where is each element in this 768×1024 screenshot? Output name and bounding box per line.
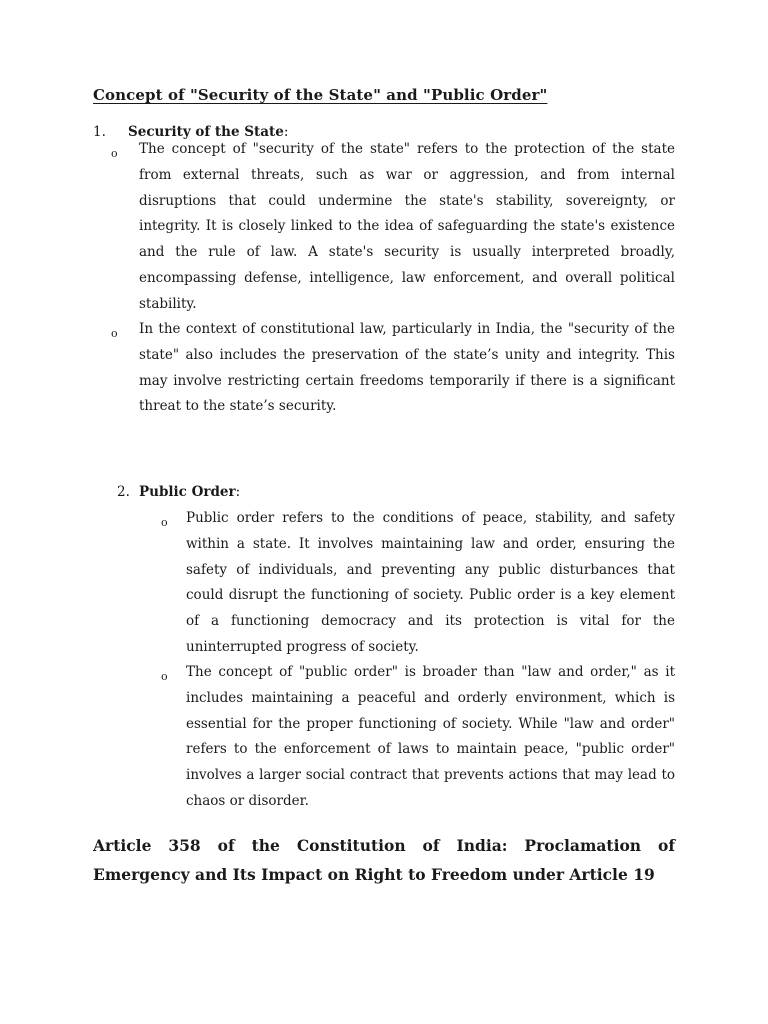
bullet-marker: o	[111, 147, 118, 160]
section-number: 2.	[117, 484, 130, 500]
list-item-paragraph: In the context of constitutional law, particularly in India, the "security of the state" also includes the preservation of the state’s unity and integrity. This may involve restricting certain freedoms temporarily if there is a significant threat to the state’s security.	[139, 321, 675, 415]
section-number: 1.	[93, 124, 106, 140]
bullet-marker: o	[111, 327, 118, 340]
bullet-marker: o	[161, 516, 168, 529]
article-heading-line1: Article 358 of the Constitution of India: Proclamation of	[93, 836, 675, 855]
section-colon: :	[235, 484, 241, 500]
list-item-paragraph: Public order refers to the conditions of peace, stability, and safety within a state. It involves maintaining law and order, ensuring the safety of individuals, and preventing any public disturbances that could disrupt the functioning of society. Public order is a key element of a functioning democracy and its protection is vital for the uninterrupted progress of society.	[186, 510, 675, 655]
article-heading	[93, 831, 675, 889]
section-heading-public-order	[117, 484, 240, 500]
section-label: Security of the State	[128, 124, 284, 140]
page-title: Concept of "Security of the State" and "Public Order"	[93, 86, 548, 104]
bullet-marker: o	[161, 670, 168, 683]
list-item-paragraph: The concept of "public order" is broader than "law and order," as it includes maintaining a peaceful and orderly environment, which is essential for the proper functioning of society. While "law and order" refers to the enforcement of laws to maintain peace, "public order" involves a larger social contract that prevents actions that may lead to chaos or disorder.	[186, 664, 675, 809]
section-colon: :	[283, 124, 289, 140]
section-label: Public Order	[139, 484, 236, 500]
list-item-paragraph: The concept of "security of the state" refers to the protection of the state from external threats, such as war or aggression, and from internal disruptions that could undermine the state's stability, sovereignty, or integrity. It is closely linked to the idea of safeguarding the state's existence and the rule of law. A state's security is usually interpreted broadly, encompassing defense, intelligence, law enforcement, and overall political stability.	[139, 141, 675, 312]
article-heading-line2: Emergency and Its Impact on Right to Freedom under Article 19	[93, 865, 655, 884]
